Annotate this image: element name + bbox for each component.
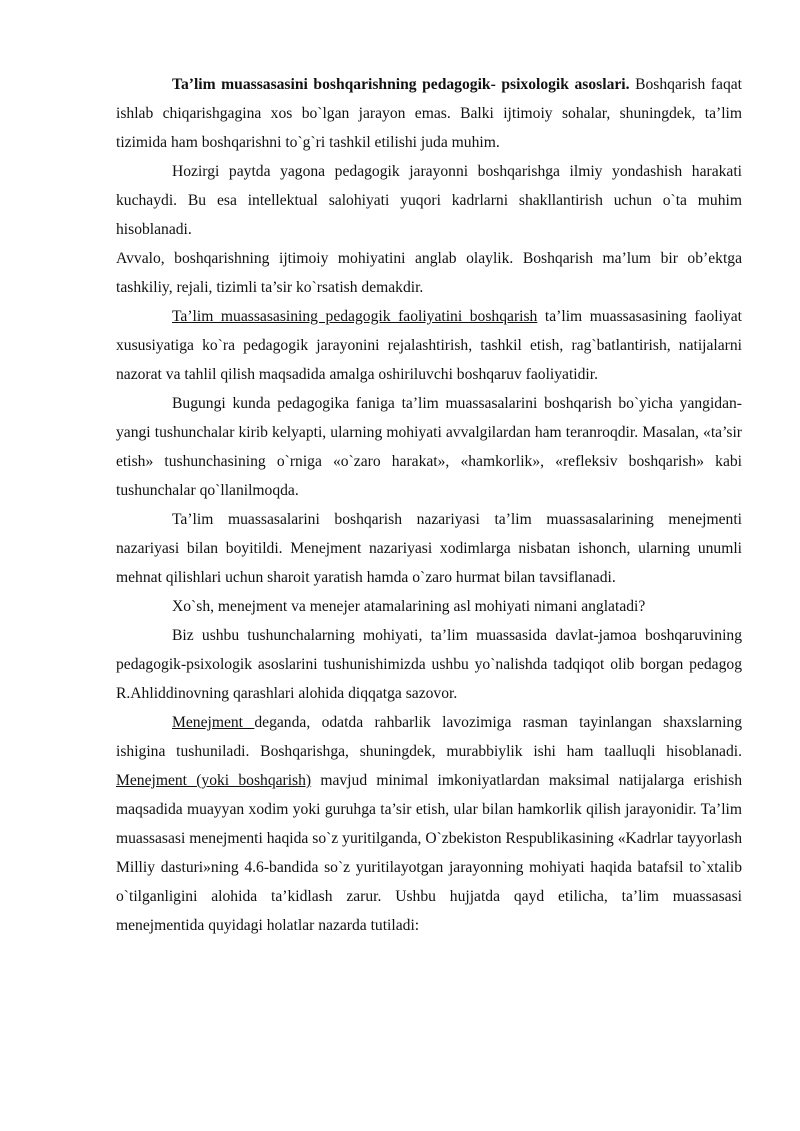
paragraph-1-text: Boshqarish faqat ishlab chiqarishgagina xos bo`lgan jarayon emas. Balki ijtimoiy sohalar, shuningdek, ta’lim tizimida ham boshqarishni to`g`ri tashkil etilishi juda muhim.	[116, 76, 742, 151]
paragraph-1	[116, 70, 742, 157]
paragraph-9	[116, 708, 742, 940]
paragraph-2: Hozirgi paytda yagona pedagogik jarayonni boshqarishga ilmiy yondashish harakati kuchaydi. Bu esa intellektual salohiyati yuqori kadrlarni shakllantirish uchun o`ta muhim hisoblanadi.	[116, 163, 742, 238]
underlined-term-menejment: Menejment	[172, 714, 255, 731]
paragraph-8: Biz ushbu tushunchalarning mohiyati, ta’lim muassasida davlat-jamoa boshqaruvining pedagogik-psixologik asoslarini tushunishimizda ushbu yo`nalishda tadqiqot olib borgan pedagog R.Ahliddinovning qarashlari alohida diqqatga sazovor.	[116, 627, 742, 702]
paragraph-6: Ta’lim muassasalarini boshqarish nazariyasi ta’lim muassasalarining menejmenti nazariyasi bilan boyitildi. Menejment nazariyasi xodimlarga nisbatan ishonch, ularning unumli mehnat qilishlari uchun sharoit yaratish hamda o`zaro hurmat bilan tavsiflanadi.	[116, 511, 742, 586]
underlined-term: Ta’lim muassasasining pedagogik faoliyatini boshqarish	[172, 308, 538, 325]
paragraph-3: Avvalo, boshqarishning ijtimoiy mohiyatini anglab olaylik. Boshqarish ma’lum bir ob’ektga tashkiliy, rejali, tizimli ta’sir ko`rsatish demakdir.	[116, 250, 742, 296]
paragraph-5: Bugungi kunda pedagogika faniga ta’lim muassasalarini boshqarish bo`yicha yangidan-yangi tushunchalar kirib kelyapti, ularning mohiyati avvalgilardan ham teranroqdir. Masalan, «ta’sir etish» tushunchasining o`rniga «o`zaro harakat», «hamkorlik», «refleksiv boshqarish» kabi tushunchalar qo`llanilmoqda.	[116, 395, 742, 499]
document-page	[116, 70, 742, 940]
paragraph-4	[116, 302, 742, 389]
paragraph-4-text: ta’lim muassasasining faoliyat xususiyatiga ko`ra pedagogik jarayonini rejalashtirish, tashkil etish, rag`batlantirish, natijalarni nazorat va tahlil qilish maqsadida amalga oshiriluvchi boshqaruv faoliyatidir.	[116, 308, 742, 383]
paragraph-7: Xo`sh, menejment va menejer atamalarining asl mohiyati nimani anglatadi?	[172, 598, 646, 615]
section-heading: Ta’lim muassasasini boshqarishning pedagogik- psixologik asoslari.	[172, 76, 630, 93]
paragraph-9-text-a: deganda, odatda rahbarlik lavozimiga rasman tayinlangan shaxslarning ishigina tushuniladi. Boshqarishga, shuningdek, murabbiylik ishi ham taalluqli hisoblanadi.	[116, 714, 743, 760]
paragraph-9-text-b: mavjud minimal imkoniyatlardan maksimal natijalarga erishish maqsadida muayyan xodim yoki guruhga ta’sir etish, ular bilan hamkorlik qilish jarayonidir. Ta’lim muassasasi menejmenti haqida so`z yuritilganda, O`zbekiston Respublikasining «Kadrlar tayyorlash Milliy dasturi»ning 4.6-bandida so`z yuritilayotgan jarayonning mohiyati haqida batafsil to`xtalib o`tilganligini alohida ta’kidlash zarur. Ushbu hujjatda qayd etilicha, ta’lim muassasasi menejmentida quyidagi holatlar nazarda tutiladi:	[116, 772, 742, 934]
underlined-term-definition: Menejment (yoki boshqarish)	[116, 772, 312, 789]
